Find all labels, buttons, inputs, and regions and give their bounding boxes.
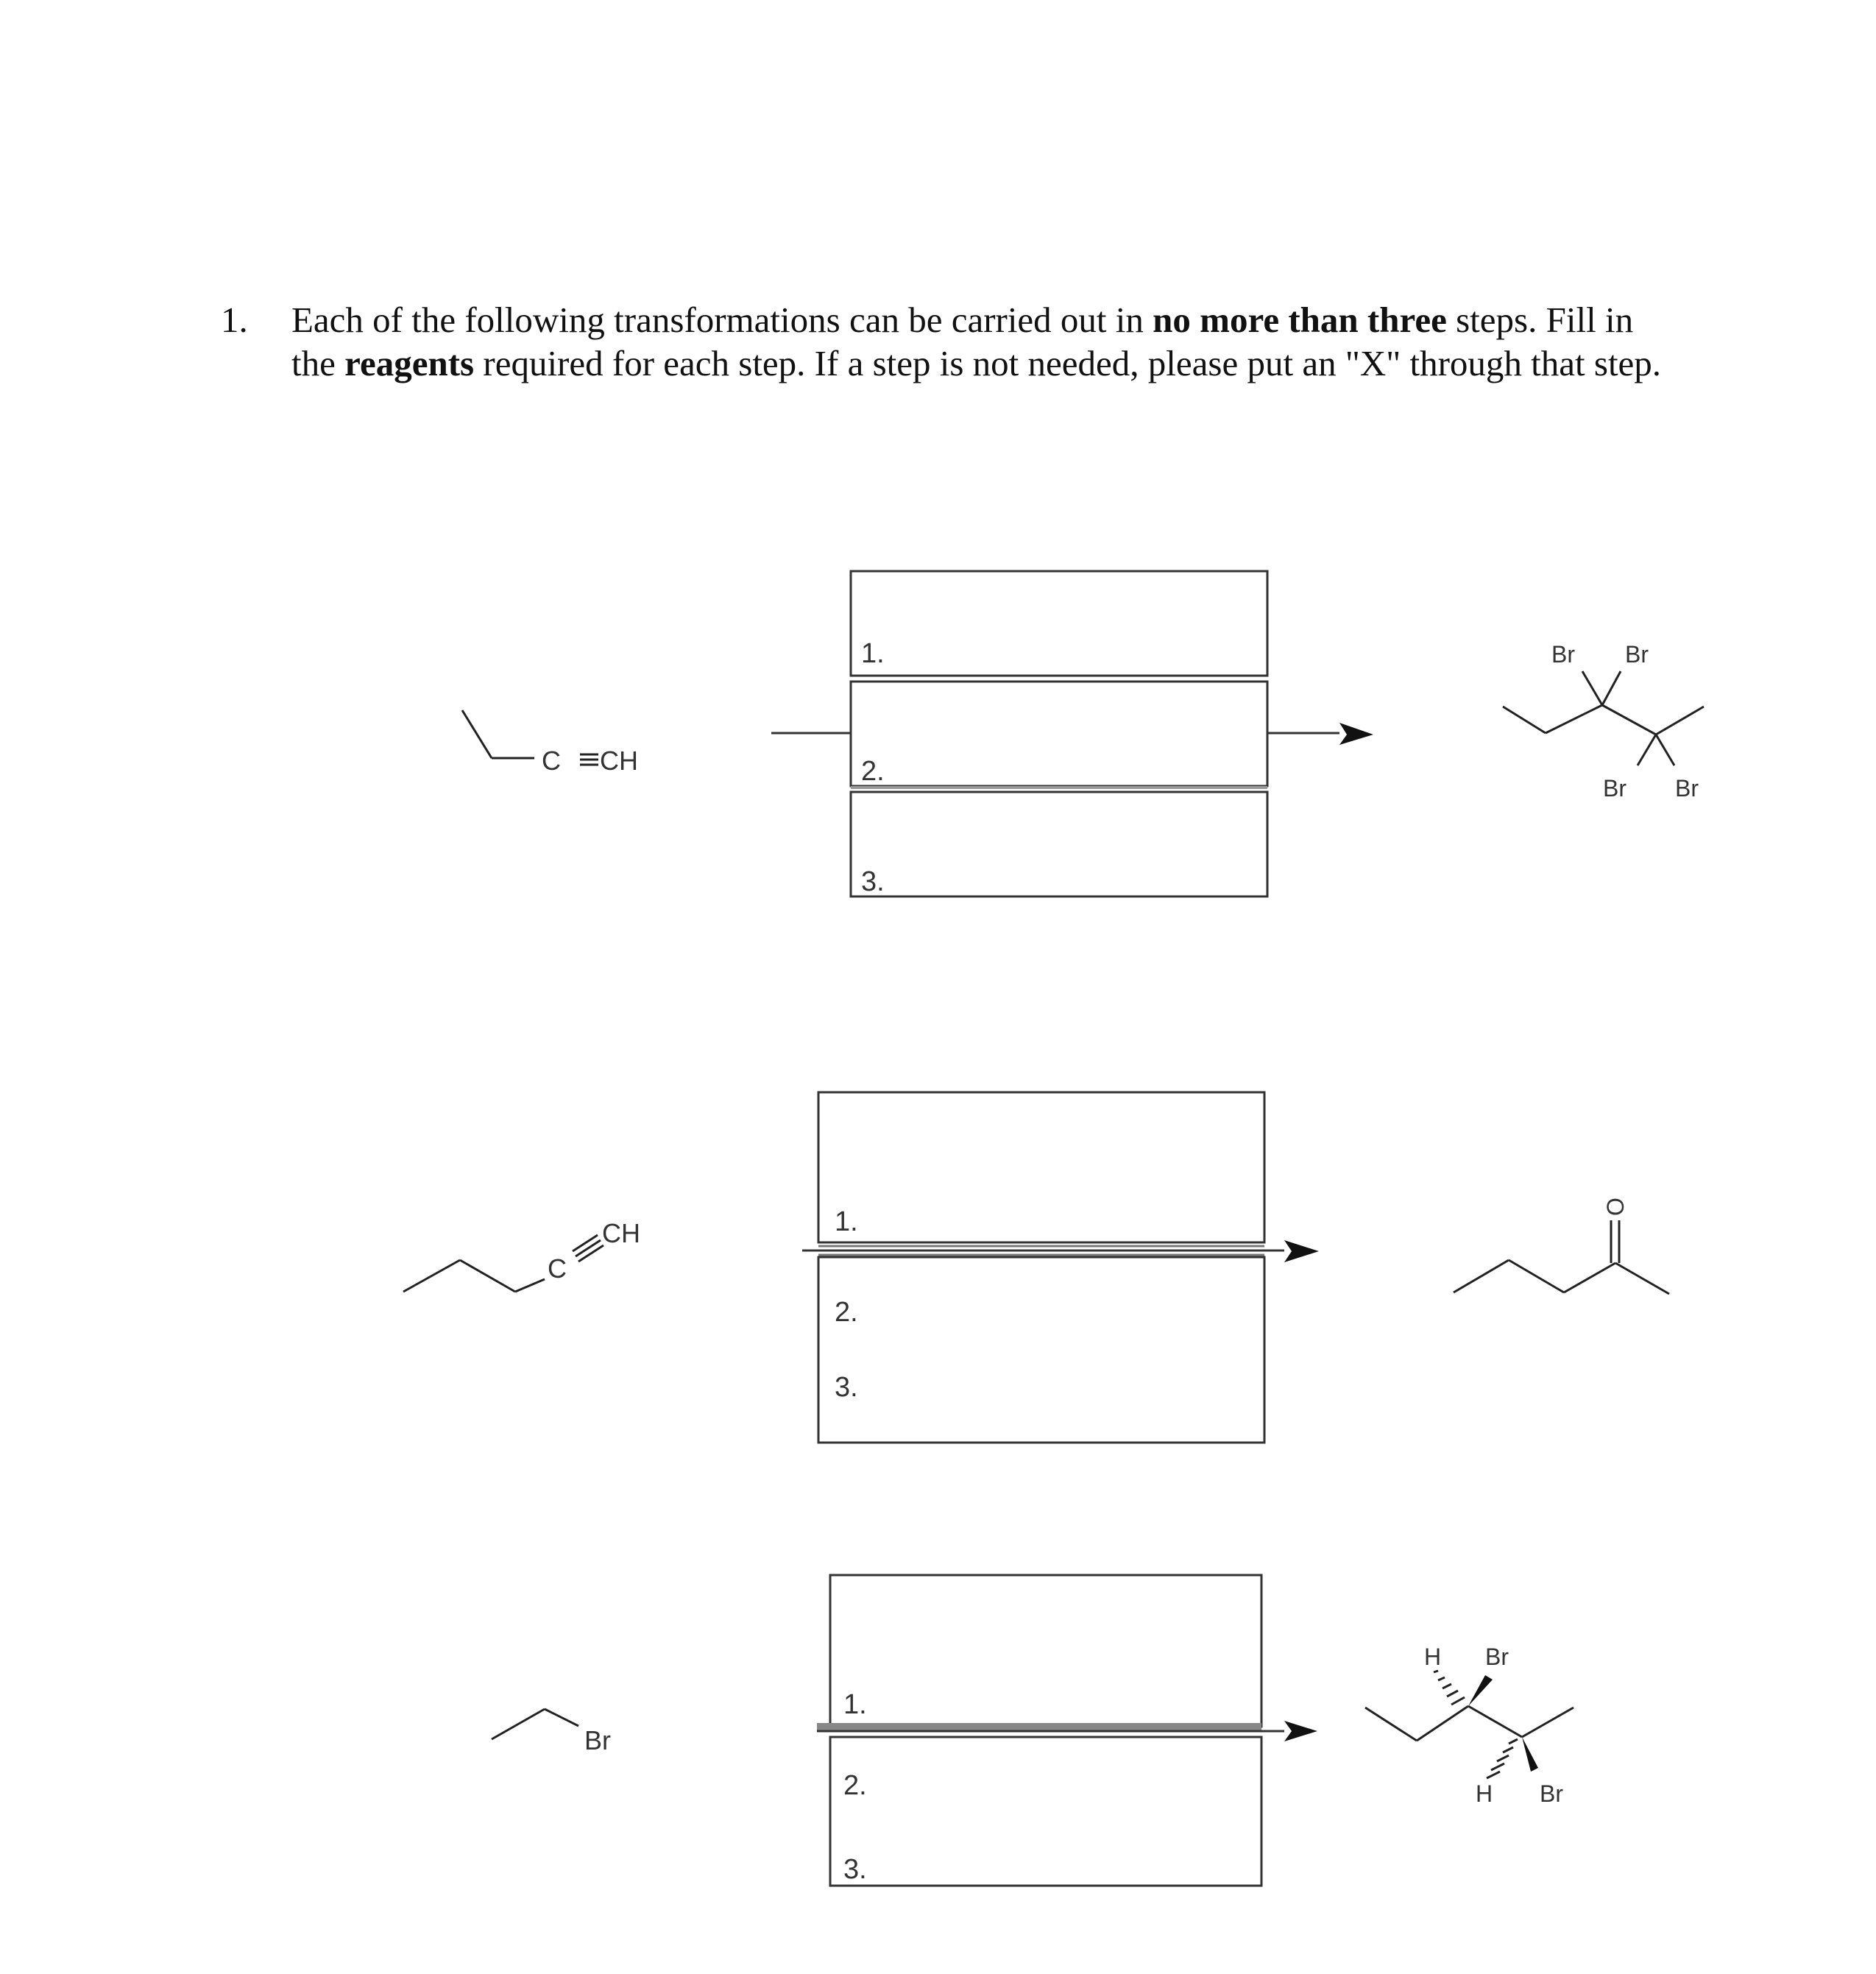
reaction-1-start-c-label: C	[542, 746, 561, 776]
reaction-1-step-1-label: 1.	[861, 638, 885, 669]
reaction-1-starting-material	[462, 710, 598, 765]
triple-bond-line	[573, 1235, 598, 1251]
reaction-2-start-ch-label: CH	[602, 1218, 640, 1248]
bond	[1615, 1263, 1669, 1294]
reaction-3-wedge-bond-lower	[1522, 1737, 1538, 1772]
reaction-3-product-br-1: Br	[1485, 1644, 1509, 1670]
reaction-3-step-3-label: 3.	[843, 1854, 867, 1885]
hash-line	[1487, 1772, 1500, 1778]
bond-to-br	[545, 1709, 578, 1726]
bond-to-br	[1638, 735, 1656, 765]
reaction-3-reagent-box-1[interactable]	[830, 1575, 1261, 1727]
reaction-1	[462, 571, 1704, 897]
reaction-1-reagent-box-2[interactable]	[851, 682, 1267, 786]
reaction-1-arrow-head	[1339, 723, 1373, 745]
question-number: 1.	[221, 300, 248, 340]
reaction-3-starting-material	[492, 1709, 578, 1739]
bond	[1468, 1706, 1522, 1737]
reaction-3-step-2-label: 2.	[843, 1770, 867, 1801]
question-emphasis-reagents: reagents	[344, 343, 475, 383]
bond-to-br	[1582, 671, 1602, 705]
reaction-3-start-br: Br	[584, 1725, 611, 1755]
bond	[1602, 705, 1656, 735]
reaction-3-hash-bond-lower	[1487, 1739, 1518, 1778]
bond	[1365, 1708, 1417, 1741]
question-text-part: Each of the following transformations can be carried out in	[291, 300, 1153, 340]
bond	[1503, 707, 1546, 733]
reaction-1-start-ch-label: CH	[600, 746, 638, 776]
bond	[1656, 707, 1704, 735]
triple-bond-line	[576, 1240, 601, 1256]
reaction-1-product-br-2: Br	[1625, 641, 1649, 668]
reaction-3-product-h-2: H	[1476, 1780, 1493, 1807]
hash-line	[1443, 1684, 1451, 1688]
reaction-2-starting-material	[403, 1235, 603, 1292]
reaction-2-reagent-box-2[interactable]	[818, 1257, 1264, 1443]
bond	[1417, 1706, 1468, 1741]
reaction-3-step-1-label: 1.	[843, 1689, 867, 1720]
hash-line	[1509, 1739, 1518, 1744]
hash-line	[1503, 1747, 1513, 1752]
reaction-2-arrow-head	[1284, 1240, 1319, 1262]
triple-bond-line	[578, 1245, 603, 1262]
reaction-2-start-c-label: C	[548, 1253, 567, 1284]
reaction-2-reagent-box-1[interactable]	[818, 1092, 1264, 1242]
reaction-1-step-2-label: 2.	[861, 756, 885, 787]
bond	[1564, 1263, 1615, 1292]
reaction-2-product-o: O	[1602, 1198, 1629, 1216]
reaction-2-product	[1454, 1220, 1669, 1294]
bond	[1522, 1708, 1574, 1737]
bond-to-br	[1602, 671, 1621, 705]
bond	[460, 1260, 515, 1292]
reaction-1-reagent-box-1[interactable]	[851, 571, 1267, 676]
reaction-3-wedge-bond-upper	[1468, 1675, 1493, 1706]
reaction-3-reagent-box-2[interactable]	[830, 1737, 1261, 1886]
bond	[462, 710, 492, 758]
hash-line	[1491, 1763, 1504, 1770]
bond	[1509, 1260, 1564, 1292]
reaction-1-product-br-4: Br	[1675, 775, 1699, 802]
reaction-3-product-h-1: H	[1424, 1644, 1442, 1670]
reaction-3-hash-bond-upper	[1434, 1671, 1465, 1705]
hash-line	[1447, 1691, 1458, 1697]
bond-to-br	[1656, 735, 1674, 765]
reaction-1-reagent-box-3[interactable]	[851, 792, 1267, 896]
reaction-1-product-br-1: Br	[1551, 641, 1575, 668]
hash-line	[1438, 1677, 1445, 1680]
reaction-2-step-3-label: 3.	[835, 1372, 858, 1403]
question-text-part: steps. Fill in the	[291, 300, 1634, 383]
reaction-2-step-2-label: 2.	[835, 1297, 858, 1328]
hash-line	[1451, 1697, 1465, 1705]
reaction-3-arrow-head	[1284, 1721, 1317, 1741]
bond	[515, 1279, 545, 1292]
bond	[403, 1260, 460, 1292]
bond	[492, 1709, 545, 1739]
question-text-part: required for each step. If a step is not needed, please put an "X" through that step.	[474, 343, 1662, 383]
reaction-3	[492, 1575, 1574, 1886]
reaction-3-product	[1365, 1706, 1574, 1741]
reaction-1-product	[1503, 671, 1704, 765]
reaction-2	[403, 1092, 1669, 1443]
bond	[1546, 705, 1602, 733]
hash-line	[1434, 1671, 1438, 1672]
reaction-2-step-1-label: 1.	[835, 1206, 858, 1237]
bond	[1454, 1260, 1509, 1292]
reaction-1-step-3-label: 3.	[861, 866, 885, 897]
reaction-3-product-br-2: Br	[1540, 1780, 1563, 1807]
reaction-1-product-br-3: Br	[1603, 775, 1627, 802]
question-emphasis-steps: no more than three	[1153, 300, 1447, 340]
hash-line	[1497, 1755, 1509, 1761]
reaction-3-arrow-line-band	[817, 1723, 1261, 1730]
